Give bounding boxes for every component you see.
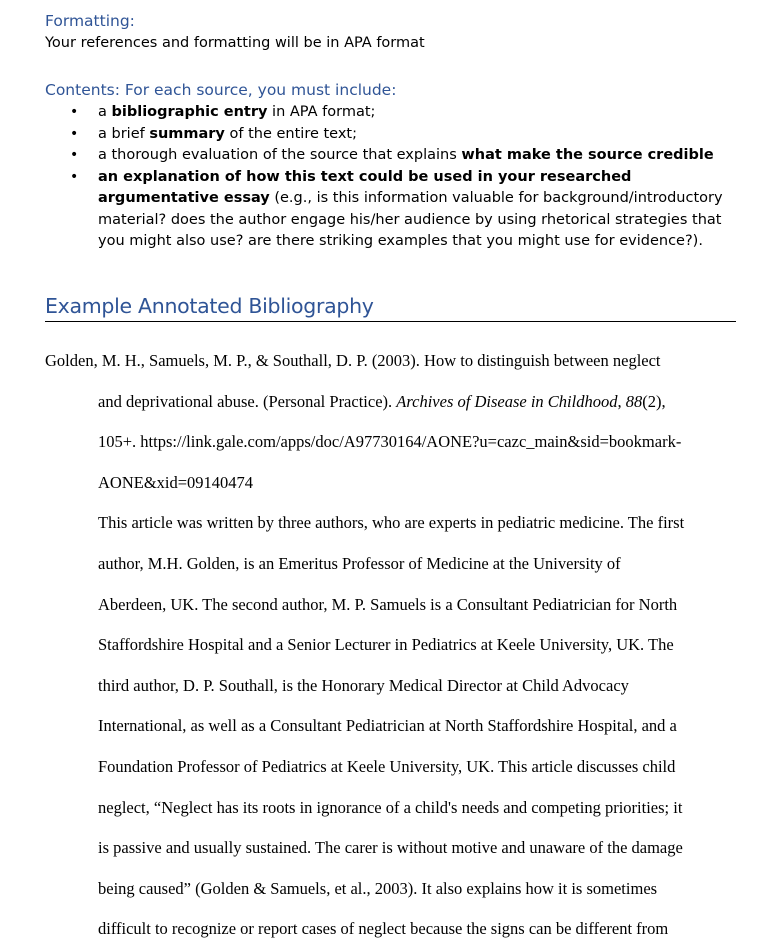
annotation-line: third author, D. P. Southall, is the Honorary Medical Director at Child Advocacy (98, 675, 629, 695)
requirements-list (70, 102, 738, 253)
formatting-heading: Formatting: (45, 12, 135, 30)
volume: 88 (625, 391, 643, 411)
annotation-line: neglect, “Neglect has its roots in ignorance of a child's needs and competing priorities; it (98, 797, 683, 817)
formatting-text: Your references and formatting will be in APA format (45, 35, 425, 51)
list-item: • a bibliographic entry in APA format; (70, 102, 738, 124)
annotation-line: difficult to recognize or report cases of neglect because the signs can be different from (98, 919, 669, 939)
citation-url: 105+. https://link.gale.com/apps/doc/A97730164/AONE?u=cazc_main&sid=bookmark- (98, 432, 682, 452)
list-item: • a thorough evaluation of the source that explains what make the source credible (70, 145, 738, 167)
annotation-line: Aberdeen, UK. The second author, M. P. Samuels is a Consultant Pediatrician for North (98, 594, 678, 614)
example-heading: Example Annotated Bibliography (45, 294, 374, 318)
heading-rule (45, 321, 736, 322)
annotation-line: being caused” (Golden & Samuels, et al., 2003). It also explains how it is sometimes (98, 878, 658, 898)
contents-heading: Contents: For each source, you must include: (45, 81, 397, 99)
citation-line: and deprivational abuse. (Personal Practice). Archives of Disease in Childhood, 88(2), (98, 391, 666, 411)
annotation-line: is passive and usually sustained. The carer is without motive and unaware of the damage (98, 838, 683, 858)
citation-url: AONE&xid=09140474 (98, 472, 254, 492)
annotation-line: Foundation Professor of Pediatrics at Keele University, UK. This article discusses child (98, 756, 676, 776)
annotated-reference (45, 341, 745, 950)
list-item: • an explanation of how this text could be used in your researched argumentative essay (e.g., is this information valuable for background/introductory material? does the author engage his/her audience by using rhetorical strategies that you might also use? are there striking examples that you might use for evidence?). (70, 167, 738, 253)
list-item: • a brief summary of the entire text; (70, 124, 738, 146)
annotation-line: author, M.H. Golden, is an Emeritus Professor of Medicine at the University of (98, 553, 621, 573)
annotation-line: International, as well as a Consultant Pediatrician at North Staffordshire Hospital, and a (98, 716, 677, 736)
annotation-line: Staffordshire Hospital and a Senior Lecturer in Pediatrics at Keele University, UK. The (98, 635, 674, 655)
citation-line: Golden, M. H., Samuels, M. P., & Southall, D. P. (2003). How to distinguish between neglect (45, 351, 661, 370)
annotation-line: This article was written by three authors, who are experts in pediatric medicine. The first (98, 513, 685, 533)
journal-title: Archives of Disease in Childhood (396, 391, 618, 411)
